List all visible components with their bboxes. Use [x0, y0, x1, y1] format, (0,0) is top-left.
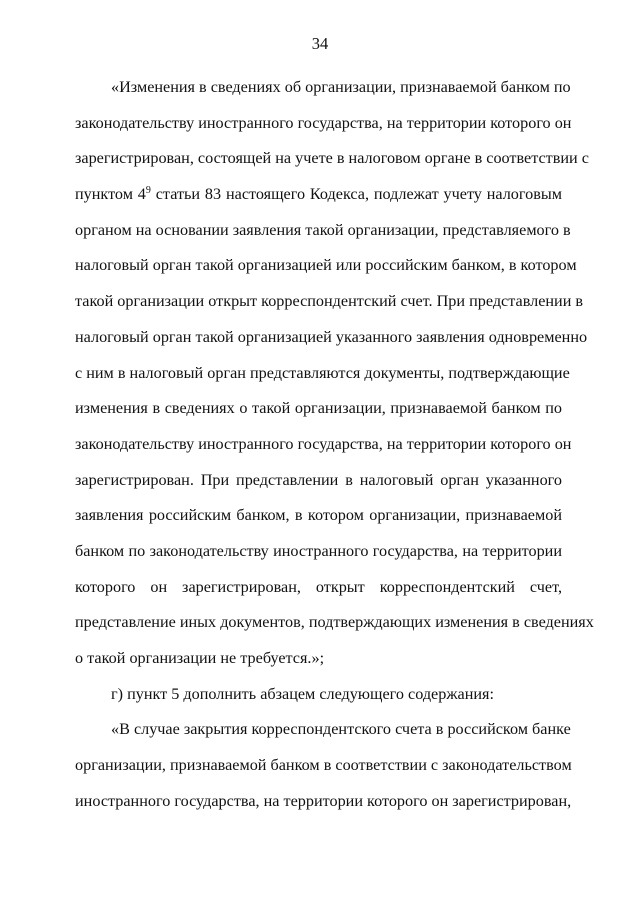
text-line: «Изменения в сведениях об организации, признаваемой банком по [111, 78, 571, 96]
text-line: изменения в сведениях о такой организации, признаваемой банком по [75, 399, 562, 418]
text-line: о такой организации не требуется.»; [75, 649, 325, 667]
text-line: банком по законодательству иностранного государства, на территории [75, 541, 562, 560]
text-line: такой организации открыт корреспондентский счет. При представлении в [75, 292, 584, 311]
text-line: налоговый орган такой организацией или российским банком, в котором [75, 256, 577, 275]
text-line: налоговый орган такой организацией указанного заявления одновременно [75, 327, 588, 346]
text-line: которого он зарегистрирован, открыт корреспондентский счет, [75, 577, 562, 596]
superscript: 9 [145, 185, 151, 197]
text-line: иностранного государства, на территории которого он зарегистрирован, [75, 791, 572, 810]
paragraph-new-abzats [75, 712, 572, 819]
text-fragment: статьи 83 настоящего Кодекса, подлежат учету налоговым [150, 185, 562, 204]
paragraph-amendment-text [75, 70, 594, 677]
paragraph-subclause-g [75, 677, 562, 713]
text-line: г) пункт 5 дополнить абзацем следующего содержания: [111, 684, 494, 703]
page-number: 34 [311, 34, 329, 53]
text-line: заявления российским банком, в котором организации, признаваемой [75, 506, 562, 525]
text-line: зарегистрирован. При представлении в налоговый орган указанного [75, 470, 562, 489]
document-body [75, 70, 594, 819]
text-fragment: пунктом 4 [75, 185, 146, 204]
text-line: представление иных документов, подтверждающих изменения в сведениях [75, 613, 594, 632]
text-line: органом на основании заявления такой организации, представляемого в [75, 220, 571, 239]
text-line: законодательству иностранного государства, на территории которого он [75, 434, 572, 453]
text-line: зарегистрирован, состоящей на учете в налоговом органе в соответствии с [75, 149, 589, 168]
text-line: законодательству иностранного государства, на территории которого он [75, 113, 572, 132]
text-line: «В случае закрытия корреспондентского счета в российском банке [111, 720, 571, 739]
text-line: с ним в налоговый орган представляются документы, подтверждающие [75, 363, 570, 382]
text-line-with-superscript [75, 177, 562, 213]
text-line: организации, признаваемой банком в соответствии с законодательством [75, 756, 572, 775]
